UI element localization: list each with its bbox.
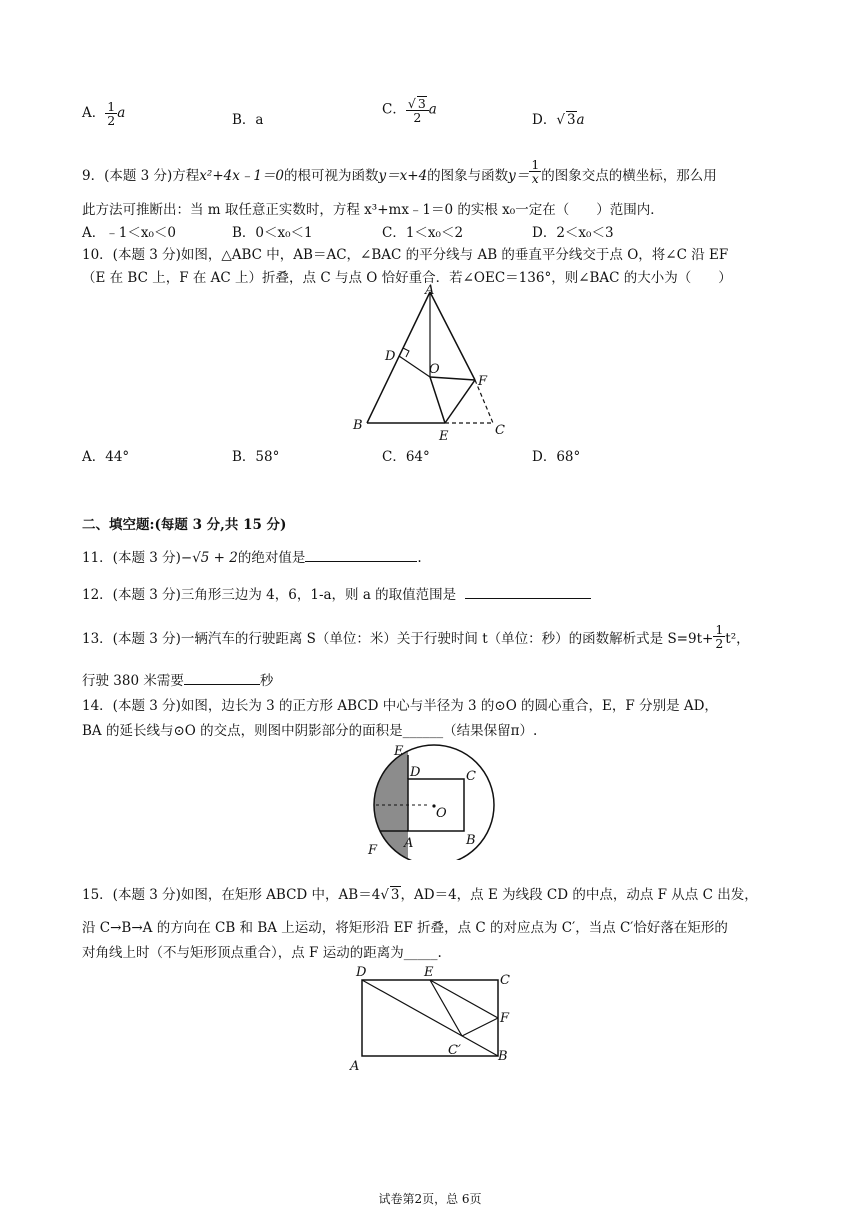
q9-equation: x²+4x﹣1＝0 xyxy=(199,168,285,184)
label-f: F xyxy=(500,1011,510,1026)
q10-option-d: D．68° xyxy=(532,449,581,465)
q8-option-d: D．√ 3a xyxy=(532,112,585,128)
q9-option-b: B．0＜x₀＜1 xyxy=(232,225,313,241)
label-d: D xyxy=(385,349,396,364)
q15-line1: 15．(本题 3 分)如图，在矩形 ABCD 中，AB＝4√ 3，AD＝4，点 E 为线段 CD 的中点，动点 F 从点 C 出发， xyxy=(82,887,758,903)
q15-figure xyxy=(344,960,524,1075)
label-a: A xyxy=(404,836,414,851)
section-title: 二、填空题:(每题 3 分,共 15 分) xyxy=(82,517,287,533)
q15-text: 15．(本题 3 分)如图，在矩形 ABCD 中，AB＝4 xyxy=(82,887,381,903)
label-c: C xyxy=(466,769,476,784)
label-c-prime: C′ xyxy=(448,1043,461,1058)
q10-option-a: A．44° xyxy=(82,449,130,465)
q13-text: 13．(本题 3 分)一辆汽车的行驶距离 S（单位：米）关于行驶时间 t（单位：秒）的函数解析式是 xyxy=(82,631,664,647)
q9-text: 的根可视为函数 xyxy=(284,168,379,184)
q13-answer-blank[interactable] xyxy=(184,670,260,685)
option-text: a xyxy=(255,112,264,128)
q11-text: 11．(本题 3 分) xyxy=(82,550,181,566)
label-o: O xyxy=(429,362,440,377)
label-b: B xyxy=(353,418,363,433)
q15-line2: 沿 C→B→A 的方向在 CB 和 BA 上运动，将矩形沿 EF 折叠，点 C 的对应点为 C′，当点 C′恰好落在矩形的 xyxy=(82,920,728,936)
q10-figure xyxy=(345,282,520,445)
q13-line2 xyxy=(82,669,273,689)
q9-text: 的图象交点的横坐标，那么用 xyxy=(541,168,717,184)
label-f: F xyxy=(478,374,488,389)
label-e: E xyxy=(394,744,404,759)
q9-option-d: D．2＜x₀＜3 xyxy=(532,225,614,241)
q9-line1: 9．(本题 3 分)方程x²+4x﹣1＝0的根可视为函数y＝x+4的图象与函数y＝ $\frac{1}{x}$ 的图象交点的横坐标，那么用 xyxy=(82,156,717,186)
label-e: E xyxy=(424,965,434,980)
label-c: C xyxy=(495,423,505,438)
q11-expression: −√5 + 2 xyxy=(180,550,238,566)
q11-text: . xyxy=(417,550,422,566)
q10-option-c: C．64° xyxy=(382,449,430,465)
label-f: F xyxy=(368,843,378,858)
q11-text: 的绝对值是 xyxy=(237,550,306,566)
option-label: D． xyxy=(532,112,557,128)
label-o: O xyxy=(436,806,447,821)
label-e: E xyxy=(439,429,449,444)
q8-option-c: C． $\frac{√ 3}{2}$ a xyxy=(382,96,437,126)
q13-formula: t²， xyxy=(725,631,750,647)
q9-function: y＝x+4 xyxy=(378,168,428,184)
q11 xyxy=(82,546,422,566)
q10-option-b: B．58° xyxy=(232,449,280,465)
q11-answer-blank[interactable] xyxy=(305,547,417,562)
q8-option-b xyxy=(232,108,263,128)
label-b: B xyxy=(466,833,476,848)
label-a: A xyxy=(425,283,435,298)
q9-option-a: A．﹣1＜x₀＜0 xyxy=(82,225,176,241)
q13-line1: 13．(本题 3 分)一辆汽车的行驶距离 S（单位：米）关于行驶时间 t（单位：秒）的函数解析式是 S=9t+ $\frac{1}{2}$ t²， xyxy=(82,621,750,651)
q12 xyxy=(82,583,591,603)
q12-answer-blank[interactable] xyxy=(465,584,591,599)
q14-figure xyxy=(362,740,507,860)
q8-option-a: A． $\frac{1}{2}$ a xyxy=(82,99,126,129)
q13-text: 秒 xyxy=(259,673,274,689)
label-c: C xyxy=(500,973,510,988)
option-label: B． xyxy=(232,112,256,128)
q10-line2: （E 在 BC 上，F 在 AC 上）折叠，点 C 与点 O 恰好重合．若∠OEC＝136°，则∠BAC 的大小为（ ） xyxy=(82,270,732,286)
label-d: D xyxy=(356,965,367,980)
option-label: A． xyxy=(82,105,106,122)
q9-line2: 此方法可推断出：当 m 取任意正实数时，方程 x³+mx﹣1＝0 的实根 x₀一定在（ ）范围内． xyxy=(82,202,664,218)
label-d: D xyxy=(410,765,421,780)
q12-text: 12．(本题 3 分)三角形三边为 4，6，1-a，则 a 的取值范围是 xyxy=(82,587,457,603)
option-label: C． xyxy=(382,101,406,118)
q9-function: y＝ xyxy=(508,168,530,184)
q9-option-c: C．1＜x₀＜2 xyxy=(382,225,464,241)
q13-formula: S=9t+ xyxy=(667,631,714,647)
q14-line2: BA 的延长线与⊙O 的交点，则图中阴影部分的面积是______（结果保留π）. xyxy=(82,723,538,739)
page-footer: 试卷第2页，总 6页 xyxy=(378,1192,482,1206)
label-b: B xyxy=(498,1049,508,1064)
q13-text: 行驶 380 米需要 xyxy=(82,673,184,689)
q15-line3: 对角线上时（不与矩形顶点重合），点 F 运动的距离为_____. xyxy=(82,945,442,961)
q9-text: 9．(本题 3 分)方程 xyxy=(82,168,200,184)
label-a: A xyxy=(350,1059,360,1074)
q14-line1: 14．(本题 3 分)如图，边长为 3 的正方形 ABCD 中心与半径为 3 的⊙O 的圆心重合，E，F 分别是 AD， xyxy=(82,698,718,714)
q9-text: 的图象与函数 xyxy=(427,168,509,184)
q15-text: ，AD＝4，点 E 为线段 CD 的中点，动点 F 从点 C 出发， xyxy=(400,887,758,903)
q10-line1: 10．(本题 3 分)如图，△ABC 中，AB＝AC，∠BAC 的平分线与 AB 的垂直平分线交于点 O，将∠C 沿 EF xyxy=(82,247,729,263)
q15-sqrt: 3 xyxy=(390,887,400,903)
